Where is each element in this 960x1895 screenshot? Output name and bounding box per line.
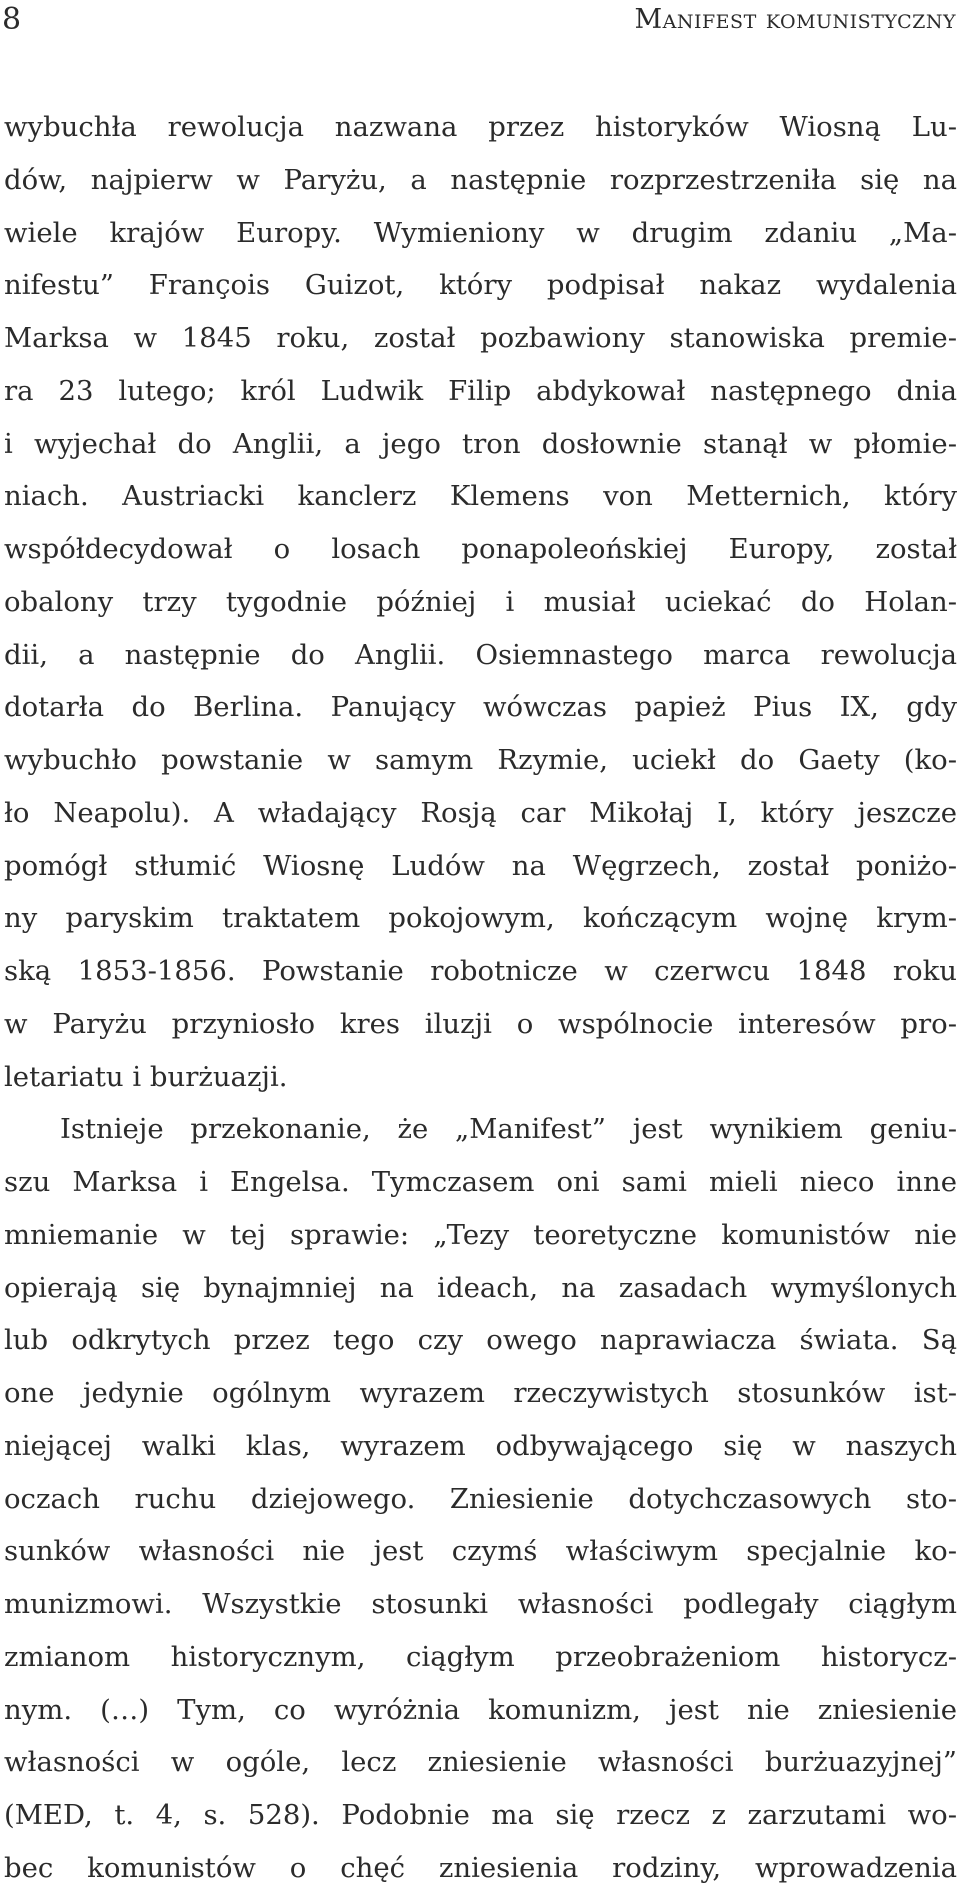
text-line: wybuchło powstanie w samym Rzymie, uciekł do Gaety (ko- — [4, 744, 957, 776]
text-line: własności w ogóle, lecz zniesienie własności burżuazyjnej” — [4, 1746, 957, 1779]
text-line: lub odkrytych przez tego czy owego naprawiacza świata. Są — [4, 1324, 957, 1357]
body-text — [4, 101, 957, 1895]
text-line: wiele krajów Europy. Wymieniony w drugim zdaniu „Ma- — [4, 216, 957, 249]
page-number: 8 — [2, 2, 22, 37]
running-title: Manifest komunistyczny — [634, 4, 956, 35]
text-line: ny paryskim traktatem pokojowym, kończącym wojnę krym- — [4, 902, 957, 935]
text-line: opierają się bynajmniej na ideach, na zasadach wymyślonych — [4, 1271, 957, 1304]
text-line: pomógł stłumić Wiosnę Ludów na Węgrzech, został poniżo- — [4, 849, 957, 882]
text-line: sunków własności nie jest czymś właściwym specjalnie ko- — [4, 1535, 957, 1568]
text-line: nifestu” François Guizot, który podpisał nakaz wydalenia — [4, 269, 957, 302]
text-line: Marksa w 1845 roku, został pozbawiony stanowiska premie- — [4, 322, 957, 354]
text-line: dii, a następnie do Anglii. Osiemnastego marca rewolucja — [4, 638, 957, 671]
text-line: mniemanie w tej sprawie: „Tezy teoretyczne komunistów nie — [4, 1218, 957, 1251]
text-line: ło Neapolu). A władający Rosją car Mikołaj I, który jeszcze — [4, 796, 957, 829]
text-line: i wyjechał do Anglii, a jego tron dosłownie stanął w płomie- — [4, 427, 957, 460]
text-line: niejącej walki klas, wyrazem odbywającego się w naszych — [4, 1429, 957, 1462]
text-line: obalony trzy tygodnie później i musiał uciekać do Holan- — [4, 585, 957, 618]
text-line-paragraph-start: Istnieje przekonanie, że „Manifest” jest wynikiem geniu- — [60, 1113, 957, 1146]
text-line: oczach ruchu dziejowego. Zniesienie dotychczasowych sto- — [4, 1482, 957, 1515]
text-line: one jedynie ogólnym wyrazem rzeczywistych stosunków ist- — [4, 1377, 957, 1409]
text-line: nym. (…) Tym, co wyróżnia komunizm, jest nie zniesienie — [4, 1693, 957, 1726]
page-header — [0, 0, 960, 50]
text-line: niach. Austriacki kanclerz Klemens von Metternich, który — [4, 480, 957, 513]
text-line: dotarła do Berlina. Panujący wówczas papież Pius IX, gdy — [4, 691, 957, 724]
text-line: współdecydował o losach ponapoleońskiej Europy, został — [4, 533, 957, 565]
text-line: w Paryżu przyniosło kres iluzji o wspólnocie interesów pro- — [4, 1007, 957, 1040]
text-line: szu Marksa i Engelsa. Tymczasem oni sami mieli nieco inne — [4, 1166, 957, 1198]
text-line: ską 1853-1856. Powstanie robotnicze w czerwcu 1848 roku — [4, 955, 957, 987]
text-line: zmianom historycznym, ciągłym przeobrażeniom historycz- — [4, 1640, 957, 1673]
text-line: munizmowi. Wszystkie stosunki własności podlegały ciągłym — [4, 1588, 957, 1620]
text-line: wybuchła rewolucja nazwana przez historyków Wiosną Lu- — [4, 111, 957, 143]
text-line: (MED, t. 4, s. 528). Podobnie ma się rzecz z zarzutami wo- — [4, 1799, 957, 1831]
text-line-paragraph-end: letariatu i burżuazji. — [4, 1060, 288, 1093]
text-line: bec komunistów o chęć zniesienia rodziny, wprowadzenia — [4, 1851, 957, 1884]
text-line: ra 23 lutego; król Ludwik Filip abdykował następnego dnia — [4, 374, 957, 407]
text-line: dów, najpierw w Paryżu, a następnie rozprzestrzeniła się na — [4, 163, 957, 196]
